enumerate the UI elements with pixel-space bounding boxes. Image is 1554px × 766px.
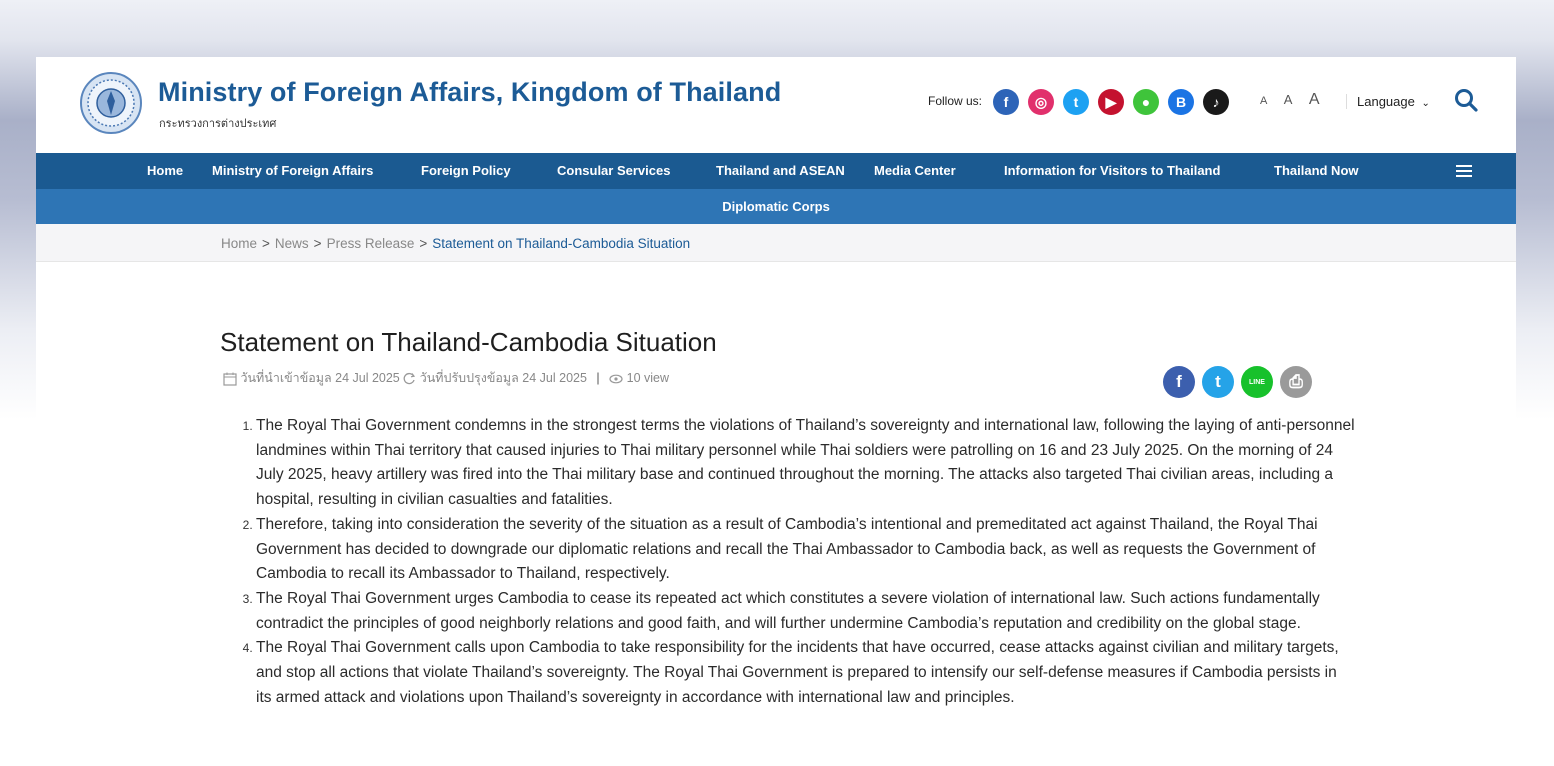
- breadcrumb-separator: >: [262, 236, 270, 251]
- article-title: Statement on Thailand-Cambodia Situation: [220, 327, 717, 357]
- share-line-icon[interactable]: [1241, 366, 1273, 398]
- article-meta: [223, 368, 669, 388]
- twitter-icon[interactable]: [1063, 89, 1089, 115]
- nav-item-foreign-policy[interactable]: Foreign Policy: [421, 163, 511, 178]
- article-paragraph: 4. The Royal Thai Government calls upon Cambodia to take responsibility for the incidents that have occurred, cease attacks against civilian and military targets, and stop all actions that violate Thailand’s sovereignty. The Royal Thai Government is prepared to intensify our self-defense measures if Cambodia persists in its armed attack and violations upon Thailand’s sovereignty in accordance with international law and principles.: [256, 636, 1356, 710]
- nav-item-thailand-now[interactable]: Thailand Now: [1274, 163, 1359, 178]
- font-size-medium-button[interactable]: A: [1283, 92, 1293, 107]
- language-selector[interactable]: [1346, 94, 1430, 109]
- font-size-controls: [1260, 91, 1332, 109]
- hamburger-menu-icon[interactable]: [1456, 164, 1472, 178]
- font-size-small-button[interactable]: A: [1260, 95, 1268, 107]
- instagram-icon[interactable]: [1028, 89, 1054, 115]
- tiktok-glyph: ♪: [1212, 94, 1220, 110]
- update-icon: [403, 372, 416, 385]
- share-line-glyph: LINE: [1249, 378, 1265, 386]
- main-nav: [36, 153, 1516, 189]
- line-glyph: ●: [1141, 94, 1151, 110]
- blockdit-glyph: B: [1175, 94, 1187, 110]
- meta-divider: |: [596, 371, 600, 385]
- nav-item-consular[interactable]: Consular Services: [557, 163, 671, 178]
- nav-item-diplomatic-corps[interactable]: Diplomatic Corps: [722, 199, 830, 214]
- breadcrumb-separator: >: [313, 236, 322, 251]
- facebook-icon[interactable]: [993, 89, 1019, 115]
- line-icon[interactable]: [1133, 89, 1159, 115]
- font-size-large-button[interactable]: A: [1308, 91, 1320, 108]
- twitter-glyph: t: [1073, 94, 1079, 110]
- site-subtitle: กระทรวงการต่างประเทศ: [159, 118, 277, 130]
- created-date: วันที่นำเข้าข้อมูล 24 Jul 2025: [240, 371, 400, 385]
- nav-item-ministry[interactable]: Ministry of Foreign Affairs: [212, 163, 374, 178]
- nav-item-home[interactable]: Home: [147, 163, 184, 178]
- share-facebook-glyph: f: [1176, 372, 1182, 391]
- eye-icon: [609, 374, 623, 384]
- search-icon[interactable]: [1454, 88, 1478, 112]
- share-twitter-icon[interactable]: [1202, 366, 1234, 398]
- calendar-icon: [223, 372, 237, 386]
- share-facebook-icon[interactable]: [1163, 366, 1195, 398]
- breadcrumb-separator: >: [419, 236, 428, 251]
- view-count: 10 view: [626, 371, 670, 385]
- updated-date: วันที่ปรับปรุงข้อมูล 24 Jul 2025: [419, 371, 587, 385]
- youtube-glyph: ▶: [1105, 93, 1117, 110]
- follow-us-label: Follow us:: [928, 94, 983, 108]
- youtube-icon[interactable]: [1098, 89, 1124, 115]
- site-header: [36, 57, 1516, 153]
- breadcrumb-home[interactable]: Home: [221, 236, 258, 251]
- nav-item-media[interactable]: Media Center: [874, 163, 956, 178]
- page: [36, 57, 1516, 766]
- breadcrumb-news[interactable]: News: [274, 236, 309, 251]
- blockdit-icon[interactable]: [1168, 89, 1194, 115]
- site-title[interactable]: Ministry of Foreign Affairs, Kingdom of Thailand: [158, 77, 782, 107]
- tiktok-icon[interactable]: [1203, 89, 1229, 115]
- nav-item-asean[interactable]: Thailand and ASEAN: [716, 163, 845, 178]
- share-twitter-glyph: t: [1215, 372, 1221, 391]
- breadcrumb-press-release[interactable]: Press Release: [326, 236, 415, 251]
- ministry-seal-logo[interactable]: [80, 72, 142, 134]
- article-paragraph: 3. The Royal Thai Government urges Cambodia to cease its repeated act which constitutes a severe violation of international law. Such actions fundamentally contradict the principles of good neighborly relations and good faith, and will further undermine Cambodia’s reputation and credibility on the global stage.: [256, 587, 1356, 636]
- breadcrumb-bar: [36, 224, 1516, 262]
- facebook-glyph: f: [1003, 94, 1009, 110]
- chevron-down-icon: ⌄: [1421, 98, 1430, 109]
- print-icon[interactable]: [1280, 366, 1312, 398]
- language-label: Language: [1357, 94, 1415, 109]
- nav-item-visitors[interactable]: Information for Visitors to Thailand: [1004, 163, 1221, 178]
- instagram-glyph: ◎: [1034, 93, 1048, 110]
- secondary-nav: [36, 189, 1516, 224]
- article-paragraph: 1. The Royal Thai Government condemns in the strongest terms the violations of Thailand’s sovereignty and international law, following the laying of anti-personnel landmines within Thai territory that caused injuries to Thai military personnel while Thai soldiers were patrolling on 16 and 23 July 2025. On the morning of 24 July 2025, heavy artillery was fired into the Thai military base and continued throughout the morning. The attacks also targeted Thai civilian areas, including a hospital, resulting in civilian casualties and fatalities.: [256, 414, 1356, 513]
- print-glyph: ⎙: [1289, 372, 1303, 391]
- breadcrumb-current: Statement on Thailand-Cambodia Situation: [432, 236, 691, 251]
- breadcrumb: [221, 236, 690, 251]
- article-body: [234, 414, 1356, 710]
- article-paragraph: 2. Therefore, taking into consideration the severity of the situation as a result of Cambodia’s intentional and premeditated act against Thailand, the Royal Thai Government has decided to downgrade our diplomatic relations and recall the Thai Ambassador to Cambodia back, as well as requests the Government of Cambodia to recall its Ambassador to Thailand, respectively.: [256, 513, 1356, 587]
